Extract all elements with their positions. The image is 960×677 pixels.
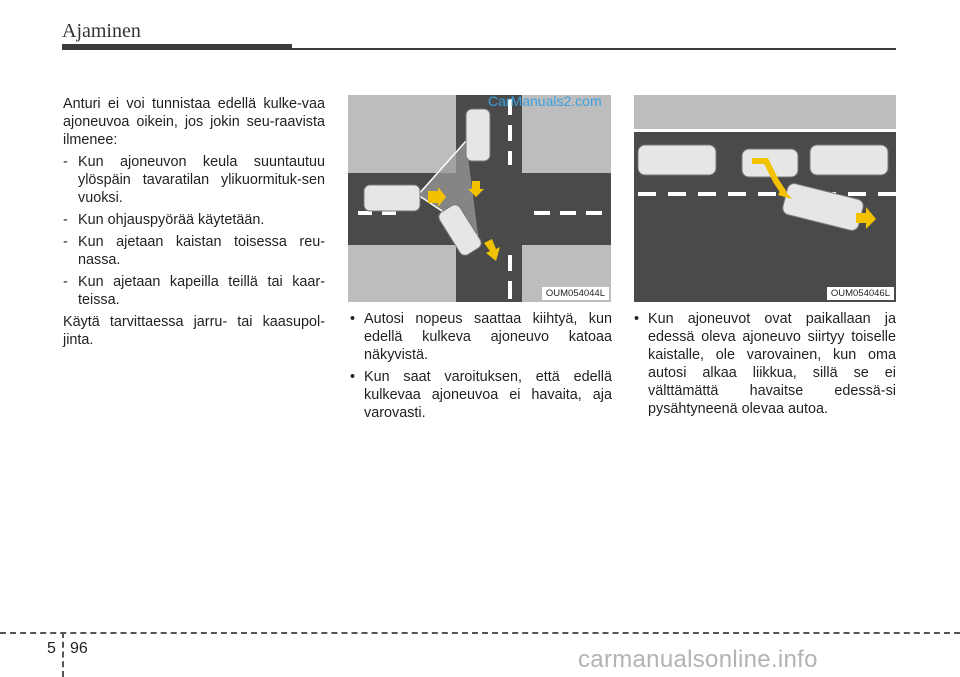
intersection-illustration xyxy=(348,95,611,302)
watermark-text: CarManuals2.com xyxy=(488,93,602,109)
header-rule-thick xyxy=(62,44,292,50)
right-text-column xyxy=(634,310,896,422)
intersection-drawing xyxy=(348,95,611,302)
footer-site-watermark: carmanualsonline.info xyxy=(578,646,818,673)
header-rule-thin xyxy=(292,48,896,50)
page-number: 96 xyxy=(70,640,88,657)
list-item: • Autosi nopeus saattaa kiihtyä, kun edellä kulkeva ajoneuvo katoaa näkyvistä. xyxy=(350,311,612,363)
list-item: - Kun ajoneuvon keula suuntautuu ylöspäin tavaratilan ylikuormituk-sen vuoksi. xyxy=(63,154,325,206)
lane-change-illustration xyxy=(634,95,896,302)
list-item: • Kun ajoneuvot ovat paikallaan ja edessä oleva ajoneuvo siirtyy toiselle kaistalle, ole varovainen, kun oma autosi alkaa liikkua, sillä se ei välttämättä havaitse edessä-si pysähtyneenä olevaa autoa. xyxy=(634,311,896,417)
list-item: - Kun ajetaan kaistan toisessa reu-nassa. xyxy=(63,234,325,268)
figure-code-label: OUM054044L xyxy=(542,287,609,300)
list-item: - Kun ajetaan kapeilla teillä tai kaar-teissa. xyxy=(63,274,325,308)
page-header-title: Ajaminen xyxy=(62,20,141,42)
list-item: - Kun ohjauspyörää käytetään. xyxy=(63,212,265,228)
chapter-number: 5 xyxy=(47,640,56,657)
bullet-list xyxy=(350,310,612,422)
footer-divider xyxy=(0,632,960,634)
middle-text-column xyxy=(350,310,612,426)
list-item: • Kun saat varoituksen, että edellä kulkevaa ajoneuvoa ei havaita, aja varovasti. xyxy=(350,369,612,421)
intro-paragraph: Anturi ei voi tunnistaa edellä kulke-vaa ajoneuvoa oikein, jos jokin seu-raavista ilmenee: xyxy=(63,96,325,148)
figure-code-label: OUM054046L xyxy=(827,287,894,300)
footer-divider-vertical xyxy=(62,632,64,677)
lane-change-drawing xyxy=(634,95,896,302)
bullet-list xyxy=(634,310,896,418)
left-text-column xyxy=(63,95,325,349)
condition-list xyxy=(63,153,325,309)
outro-paragraph: Käytä tarvittaessa jarru- tai kaasupol-jinta. xyxy=(63,314,325,348)
